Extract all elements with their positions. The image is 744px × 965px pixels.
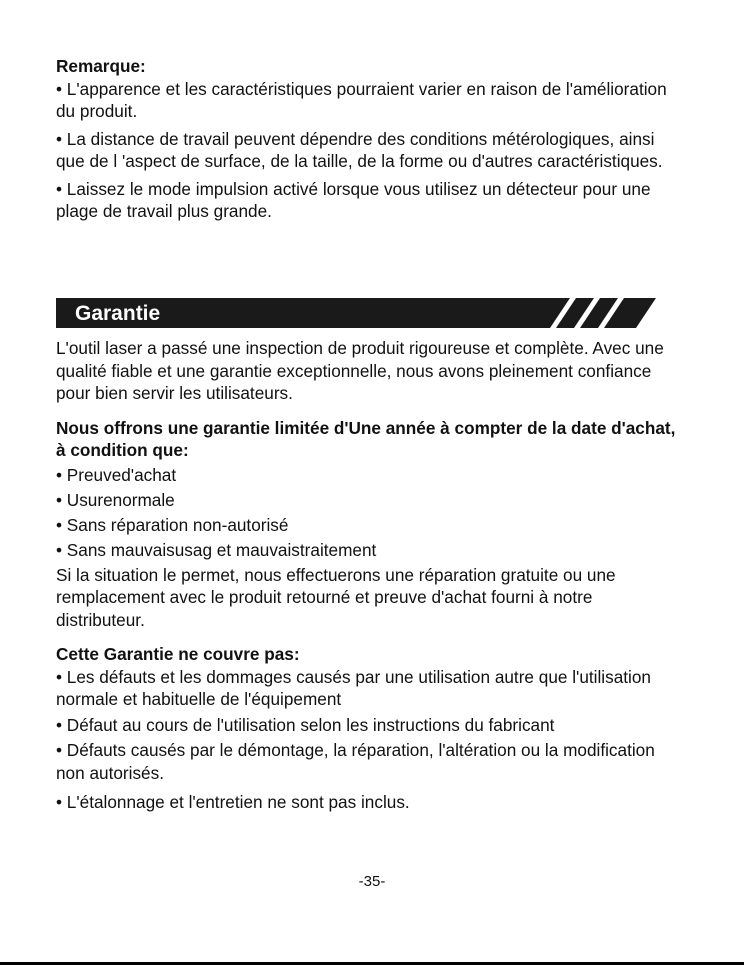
remarque-section (56, 55, 686, 228)
condition-item: • Sans réparation non-autorisé (56, 514, 289, 535)
garantie-title: Garantie (75, 302, 161, 325)
exclusion-item: • L'étalonnage et l'entretien ne sont pas inclus. (56, 792, 410, 812)
garantie-section (56, 337, 686, 814)
condition-item: • Preuved'achat (56, 464, 177, 485)
situation-paragraph: Si la situation le permet, nous effectuerons une réparation gratuite ou une remplacement avec le produit retourné et preuve d'achat fourni à notre distributeur. (56, 564, 616, 630)
page-number: -35- (358, 873, 386, 890)
conditions-title: Nous offrons une garantie limitée d'Une année à compter de la date d'achat, à condition que: (56, 417, 676, 460)
exclusions-title: Cette Garantie ne couvre pas: (56, 644, 300, 664)
garantie-banner (56, 298, 656, 328)
condition-item: • Sans mauvaisusag et mauvaistraitement (56, 539, 377, 560)
remarque-item: • Laissez le mode impulsion activé lorsque vous utilisez un détecteur pour une plage de travail plus grande. (56, 178, 651, 221)
remarque-title: Remarque: (56, 56, 146, 76)
condition-item: • Usurenormale (56, 489, 175, 510)
remarque-item: • La distance de travail peuvent dépendre des conditions métérologiques, ainsi que de l 'aspect de surface, de la taille, de la forme ou d'autres caractéristiques. (56, 128, 663, 171)
exclusion-item: • Défauts causés par le démontage, la réparation, l'altération ou la modification non autorisés. (56, 740, 655, 783)
exclusion-item: • Les défauts et les dommages causés par une utilisation autre que l'utilisation normale et habituelle de l'équipement (56, 666, 651, 709)
exclusion-item: • Défaut au cours de l'utilisation selon les instructions du fabricant (56, 714, 555, 735)
remarque-item: • L'apparence et les caractéristiques pourraient varier en raison de l'amélioration du produit. (56, 78, 667, 121)
garantie-intro: L'outil laser a passé une inspection de produit rigoureuse et complète. Avec une qualité fiable et une garantie exceptionnelle, nous avons pleinement confiance pour bien servir les utilisateurs. (56, 338, 664, 403)
